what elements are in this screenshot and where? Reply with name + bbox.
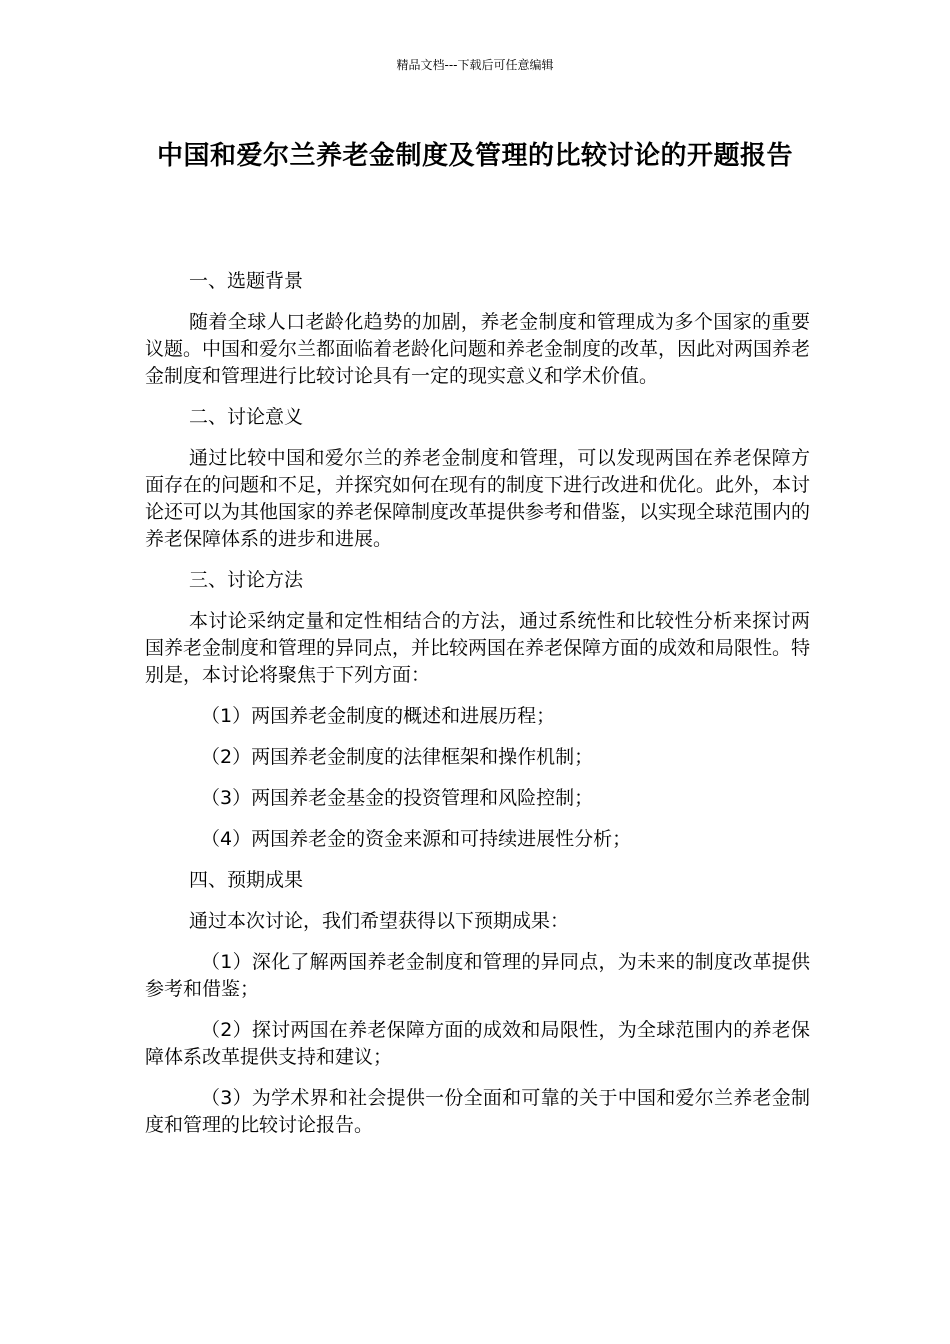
document-body xyxy=(145,268,810,1153)
section-paragraph-background: 随着全球人口老龄化趋势的加剧，养老金制度和管理成为多个国家的重要议题。中国和爱尔兰都面临着老龄化问题和养老金制度的改革，因此对两国养老金制度和管理进行比较讨论具有一定的现实意义和学术价值。 xyxy=(145,311,811,387)
section-heading-significance: 二、讨论意义 xyxy=(189,406,304,428)
method-list-item: （2）两国养老金制度的法律框架和操作机制； xyxy=(201,746,594,768)
document-title: 中国和爱尔兰养老金制度及管理的比较讨论的开题报告 xyxy=(156,141,793,171)
method-list-item: （3）两国养老金基金的投资管理和风险控制； xyxy=(201,787,594,809)
method-list-item: （4）两国养老金的资金来源和可持续进展性分析； xyxy=(201,828,632,850)
section-paragraph-significance: 通过比较中国和爱尔兰的养老金制度和管理，可以发现两国在养老保障方面存在的问题和不足，并探究如何在现有的制度下进行改进和优化。此外，本讨论还可以为其他国家的养老保障制度改革提供参考和借鉴，以实现全球范围内的养老保障体系的进步和进展。 xyxy=(145,447,811,550)
outcome-list-item: （1）深化了解两国养老金制度和管理的异同点，为未来的制度改革提供参考和借鉴； xyxy=(145,951,810,1000)
header-note: 精品文档---下载后可任意编辑 xyxy=(396,58,554,72)
section-heading-background: 一、选题背景 xyxy=(189,270,304,292)
outcome-list-item: （3）为学术界和社会提供一份全面和可靠的关于中国和爱尔兰养老金制度和管理的比较讨论报告。 xyxy=(145,1087,810,1136)
outcome-list-item: （2）探讨两国在养老保障方面的成效和局限性，为全球范围内的养老保障体系改革提供支持和建议； xyxy=(145,1019,810,1068)
section-heading-method: 三、讨论方法 xyxy=(189,569,304,591)
section-paragraph-method: 本讨论采纳定量和定性相结合的方法，通过系统性和比较性分析来探讨两国养老金制度和管理的异同点，并比较两国在养老保障方面的成效和局限性。特别是，本讨论将聚焦于下列方面： xyxy=(145,610,811,686)
section-paragraph-outcomes: 通过本次讨论，我们希望获得以下预期成果： xyxy=(189,910,570,932)
section-heading-outcomes: 四、预期成果 xyxy=(189,869,304,891)
method-list-item: （1）两国养老金制度的概述和进展历程； xyxy=(201,705,556,727)
